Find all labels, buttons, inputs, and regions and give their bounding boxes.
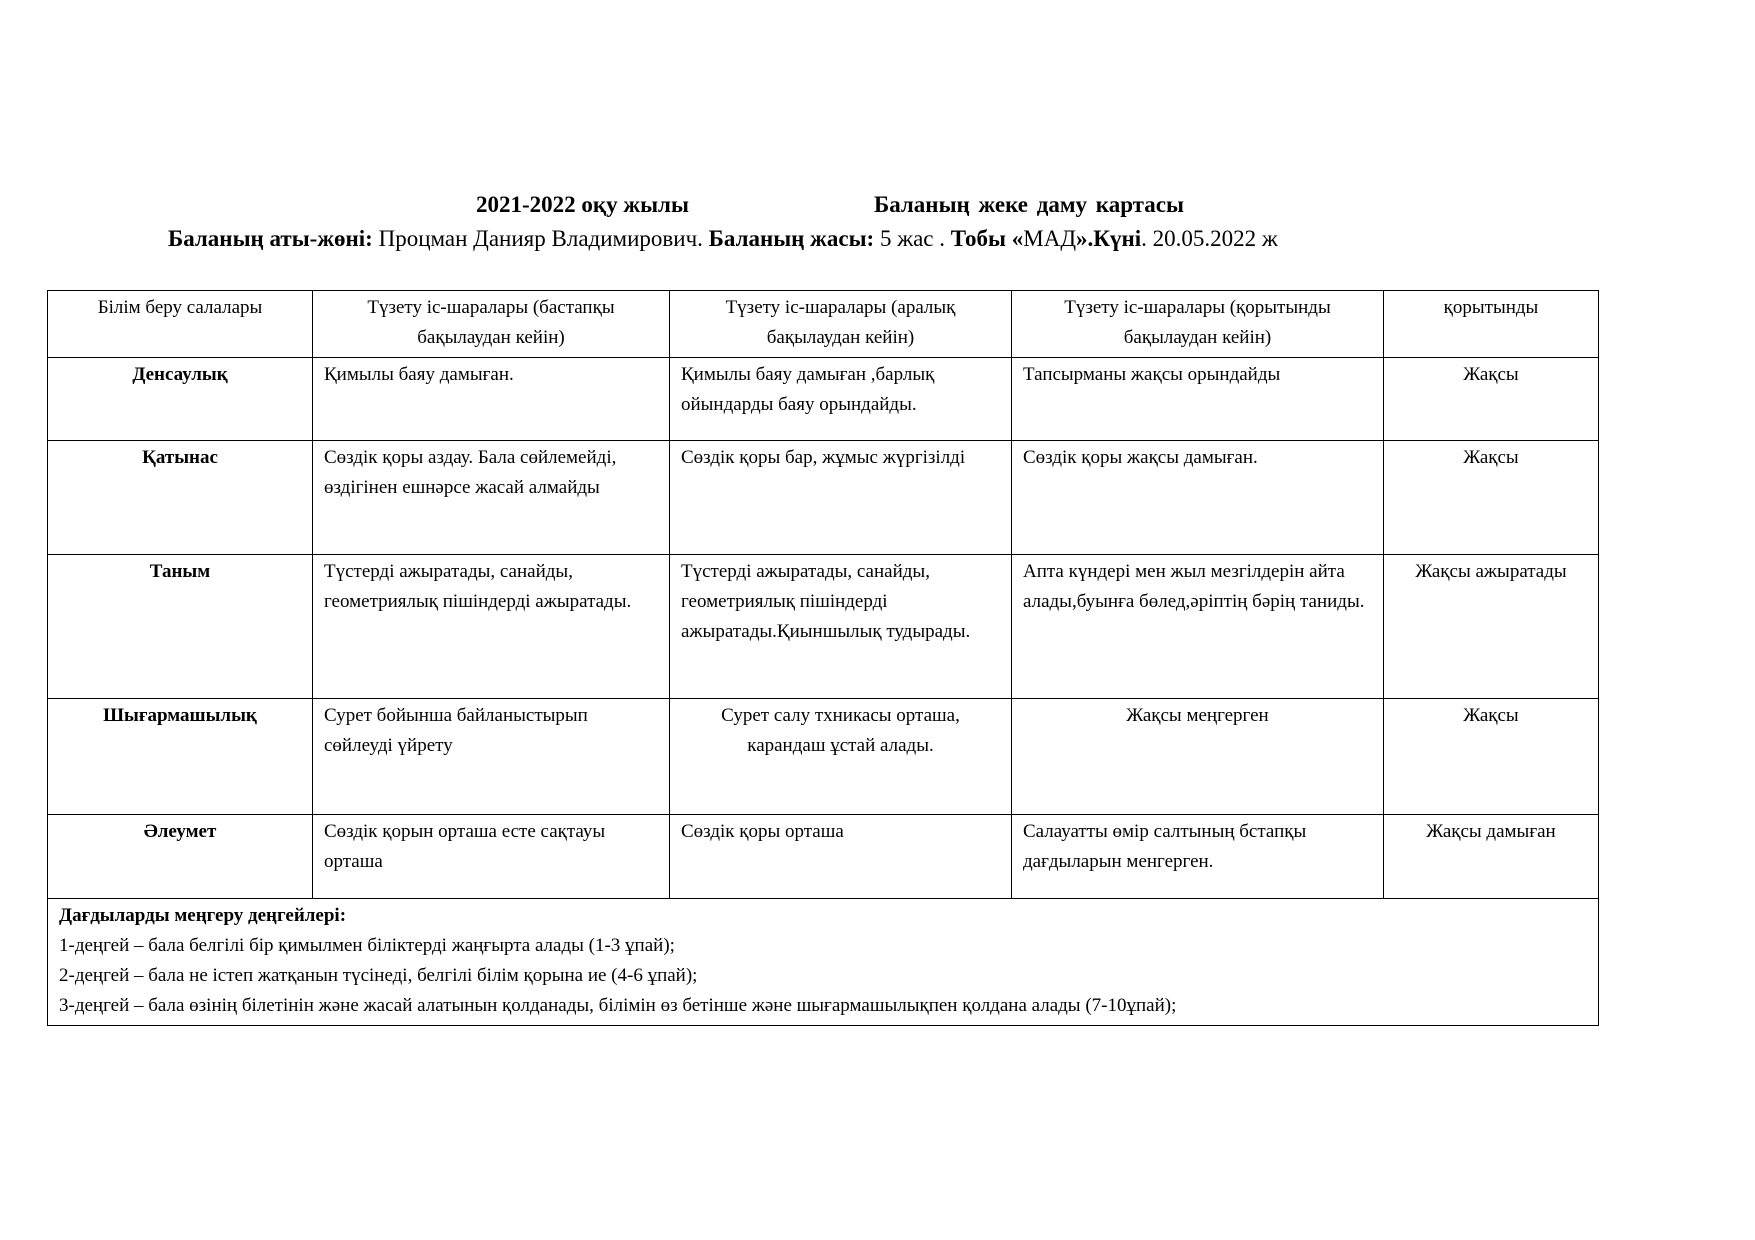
intermediate-cell: Түстерді ажыратады, санайды, геометриялық пішіндерді ажыратады.Қиыншылық тудырады.: [670, 555, 1012, 699]
result-cell: Жақсы дамыған: [1384, 815, 1599, 899]
table-row: [48, 555, 1599, 699]
header-intermediate: Түзету іс-шаралары (аралық бақылаудан кейін): [670, 291, 1012, 358]
date-label: ».Күні: [1076, 226, 1142, 251]
card-title: Баланың жеке даму картасы: [874, 192, 1184, 217]
final-cell: Салауатты өмір салтының бстапқы дағдыларын менгерген.: [1012, 815, 1384, 899]
level-item: 2-деңгей – бала не істеп жатқанын түсінеді, белгілі білім қорына ие (4-6 ұпай);: [59, 965, 698, 986]
initial-cell: Сөздік қоры аздау. Бала сөйлемейді, өздігінен ешнәрсе жасай алмайды: [313, 441, 670, 555]
table-row: [48, 441, 1599, 555]
result-cell: Жақсы: [1384, 441, 1599, 555]
result-cell: Жақсы ажыратады: [1384, 555, 1599, 699]
final-cell: Сөздік қоры жақсы дамыған.: [1012, 441, 1384, 555]
age-label: Баланың жасы:: [708, 226, 875, 251]
group-value: МАД: [1023, 226, 1077, 251]
initial-cell: Сөздік қорын орташа есте сақтауы орташа: [313, 815, 670, 899]
level-item: 1-деңгей – бала белгілі бір қимылмен біліктерді жаңғырта алады (1-3 ұпай);: [59, 935, 675, 956]
table-row: [48, 699, 1599, 815]
child-info: [168, 226, 1668, 252]
area-cell: Денсаулық: [48, 358, 313, 441]
group-label: Тобы «: [950, 226, 1024, 251]
header-areas: Білім беру салалары: [48, 291, 313, 358]
result-cell: Жақсы: [1384, 699, 1599, 815]
area-cell: Әлеумет: [48, 815, 313, 899]
age-value: 5 жас .: [874, 226, 951, 251]
initial-cell: Қимылы баяу дамыған.: [313, 358, 670, 441]
final-cell: Жақсы меңгерген: [1012, 699, 1384, 815]
intermediate-cell: Сөздік қоры бар, жұмыс жүргізілді: [670, 441, 1012, 555]
development-table: [47, 290, 1599, 1026]
header-final: Түзету іс-шаралары (қорытынды бақылаудан кейін): [1012, 291, 1384, 358]
intermediate-cell: Қимылы баяу дамыған ,барлық ойындарды баяу орындайды.: [670, 358, 1012, 441]
header-initial: Түзету іс-шаралары (бастапқы бақылаудан кейін): [313, 291, 670, 358]
academic-year: 2021-2022 оқу жылы: [476, 192, 689, 217]
header-result: қорытынды: [1384, 291, 1599, 358]
table-header-row: [48, 291, 1599, 358]
intermediate-cell: Сурет салу тхникасы орташа, карандаш ұстай алады.: [670, 699, 1012, 815]
date-value: . 20.05.2022 ж: [1141, 226, 1278, 251]
intermediate-cell: Сөздік қоры орташа: [670, 815, 1012, 899]
document-title: [0, 192, 1755, 224]
final-cell: Апта күндері мен жыл мезгілдерін айта алады,буынға бөлед,әріптің бәрің таниды.: [1012, 555, 1384, 699]
final-cell: Тапсырманы жақсы орындайды: [1012, 358, 1384, 441]
initial-cell: Түстерді ажыратады, санайды, геометриялық пішіндерді ажыратады.: [313, 555, 670, 699]
level-item: 3-деңгей – бала өзінің білетінін және жасай алатынын қолданады, білімін өз бетінше және шығармашылықпен қолдана алады (7-10ұпай);: [59, 995, 1177, 1016]
name-value: Процман Данияр Владимирович.: [372, 226, 709, 251]
initial-cell: Сурет бойынша байланыстырып сөйлеуді үйрету: [313, 699, 670, 815]
area-cell: Шығармашылық: [48, 699, 313, 815]
table-row: [48, 815, 1599, 899]
area-cell: Қатынас: [48, 441, 313, 555]
levels-row: [48, 899, 1599, 1026]
levels-title: Дағдыларды меңгеру деңгейлері:: [59, 905, 347, 926]
result-cell: Жақсы: [1384, 358, 1599, 441]
area-cell: Таным: [48, 555, 313, 699]
skill-levels: [48, 899, 1599, 1026]
table-row: [48, 358, 1599, 441]
name-label: Баланың аты-жөні:: [168, 226, 373, 251]
